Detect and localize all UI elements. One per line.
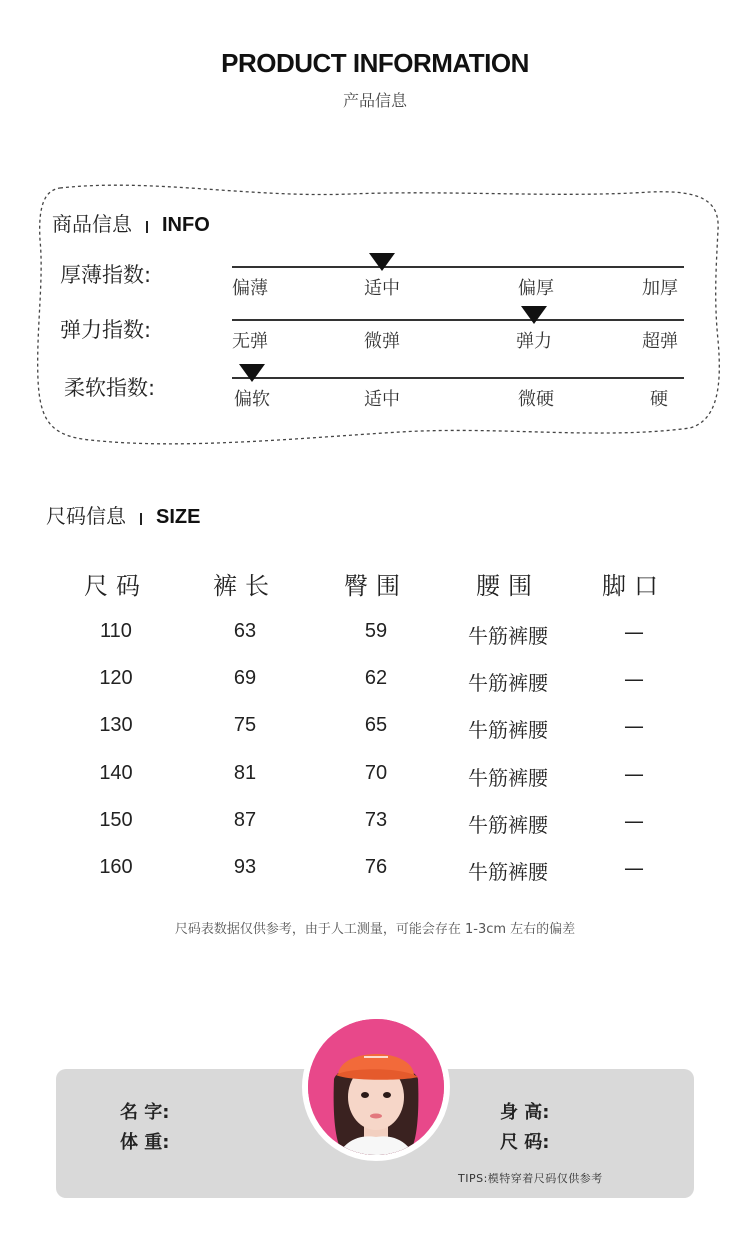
- size-table-cell: 87: [233, 809, 257, 831]
- size-table-cell: 牛筋裤腰: [468, 766, 548, 790]
- index-tick-label: 偏软: [234, 389, 270, 410]
- index-scale-line: [232, 266, 684, 268]
- size-heading-en: SIZE: [156, 506, 201, 528]
- size-table-cell: 牛筋裤腰: [468, 624, 548, 648]
- index-pointer-icon: [521, 306, 547, 324]
- size-table-cell: —: [624, 714, 644, 738]
- size-table-cell: 牛筋裤腰: [468, 671, 548, 695]
- index-label: 弹力指数:: [60, 318, 152, 342]
- index-label: 厚薄指数:: [60, 263, 152, 287]
- index-tick-label: 微弹: [364, 331, 400, 352]
- size-table-header: 尺码: [84, 572, 148, 600]
- model-tips: TIPS:模特穿着尺码仅供参考: [458, 1172, 603, 1185]
- size-table-cell: 65: [364, 714, 388, 736]
- info-heading-separator: [146, 221, 148, 233]
- size-table-cell: 牛筋裤腰: [468, 718, 548, 742]
- size-table-cell: 63: [233, 620, 257, 642]
- model-name-label: 名 字:: [120, 1102, 170, 1123]
- size-table-cell: 62: [364, 667, 388, 689]
- size-heading-separator: [140, 513, 142, 525]
- index-label: 柔软指数:: [64, 376, 156, 400]
- size-table-cell: 160: [99, 856, 133, 878]
- size-table-cell: 93: [233, 856, 257, 878]
- size-table-cell: 110: [100, 620, 132, 642]
- page-title: PRODUCT INFORMATION: [221, 48, 529, 78]
- index-tick-label: 超弹: [642, 331, 678, 352]
- size-table-cell: —: [624, 620, 644, 644]
- index-scale-line: [232, 377, 684, 379]
- size-table-cell: —: [624, 809, 644, 833]
- index-tick-label: 偏厚: [518, 278, 554, 299]
- size-heading: [46, 500, 200, 529]
- size-table-cell: —: [624, 762, 644, 786]
- model-avatar: [308, 1019, 444, 1155]
- size-table-cell: 75: [233, 714, 257, 736]
- info-heading-label: 商品信息: [52, 212, 132, 236]
- size-table-cell: 120: [99, 667, 133, 689]
- index-scale-line: [232, 319, 684, 321]
- size-table-cell: 130: [99, 714, 133, 736]
- size-table-cell: 76: [364, 856, 388, 878]
- size-table-cell: 140: [99, 762, 133, 784]
- index-pointer-icon: [369, 253, 395, 271]
- size-table-cell: 70: [364, 762, 388, 784]
- size-table-cell: 69: [233, 667, 257, 689]
- size-table-cell: 59: [364, 620, 388, 642]
- page-subtitle: 产品信息: [342, 91, 407, 110]
- size-table-cell: 牛筋裤腰: [468, 813, 548, 837]
- index-tick-label: 微硬: [518, 389, 554, 410]
- index-tick-label: 偏薄: [232, 278, 268, 299]
- index-tick-label: 适中: [364, 278, 400, 299]
- model-weight-label: 体 重:: [120, 1132, 170, 1153]
- size-table-cell: —: [624, 856, 644, 880]
- size-table-cell: 81: [233, 762, 257, 784]
- size-table-cell: 73: [364, 809, 388, 831]
- size-note: 尺码表数据仅供参考，由于人工测量，可能会存在 1-3cm 左右的偏差: [174, 922, 576, 937]
- index-tick-label: 弹力: [516, 331, 552, 352]
- size-table-cell: —: [624, 667, 644, 691]
- size-table-header: 裤长: [213, 572, 277, 600]
- index-tick-label: 适中: [364, 389, 400, 410]
- index-tick-label: 硬: [650, 389, 668, 410]
- model-size-label: 尺 码:: [500, 1132, 550, 1153]
- size-table-cell: 150: [99, 809, 133, 831]
- size-table-header: 腰围: [476, 572, 540, 600]
- size-table-header: 脚口: [602, 572, 666, 600]
- info-heading-en: INFO: [162, 214, 210, 236]
- size-table-header: 臀围: [344, 572, 408, 600]
- size-heading-label: 尺码信息: [46, 504, 126, 528]
- index-pointer-icon: [239, 364, 265, 382]
- index-tick-label: 无弹: [232, 331, 268, 352]
- info-heading: [52, 208, 210, 237]
- index-tick-label: 加厚: [642, 278, 678, 299]
- size-table-cell: 牛筋裤腰: [468, 860, 548, 884]
- model-portrait-icon: [308, 1019, 444, 1155]
- model-height-label: 身 高:: [500, 1102, 550, 1123]
